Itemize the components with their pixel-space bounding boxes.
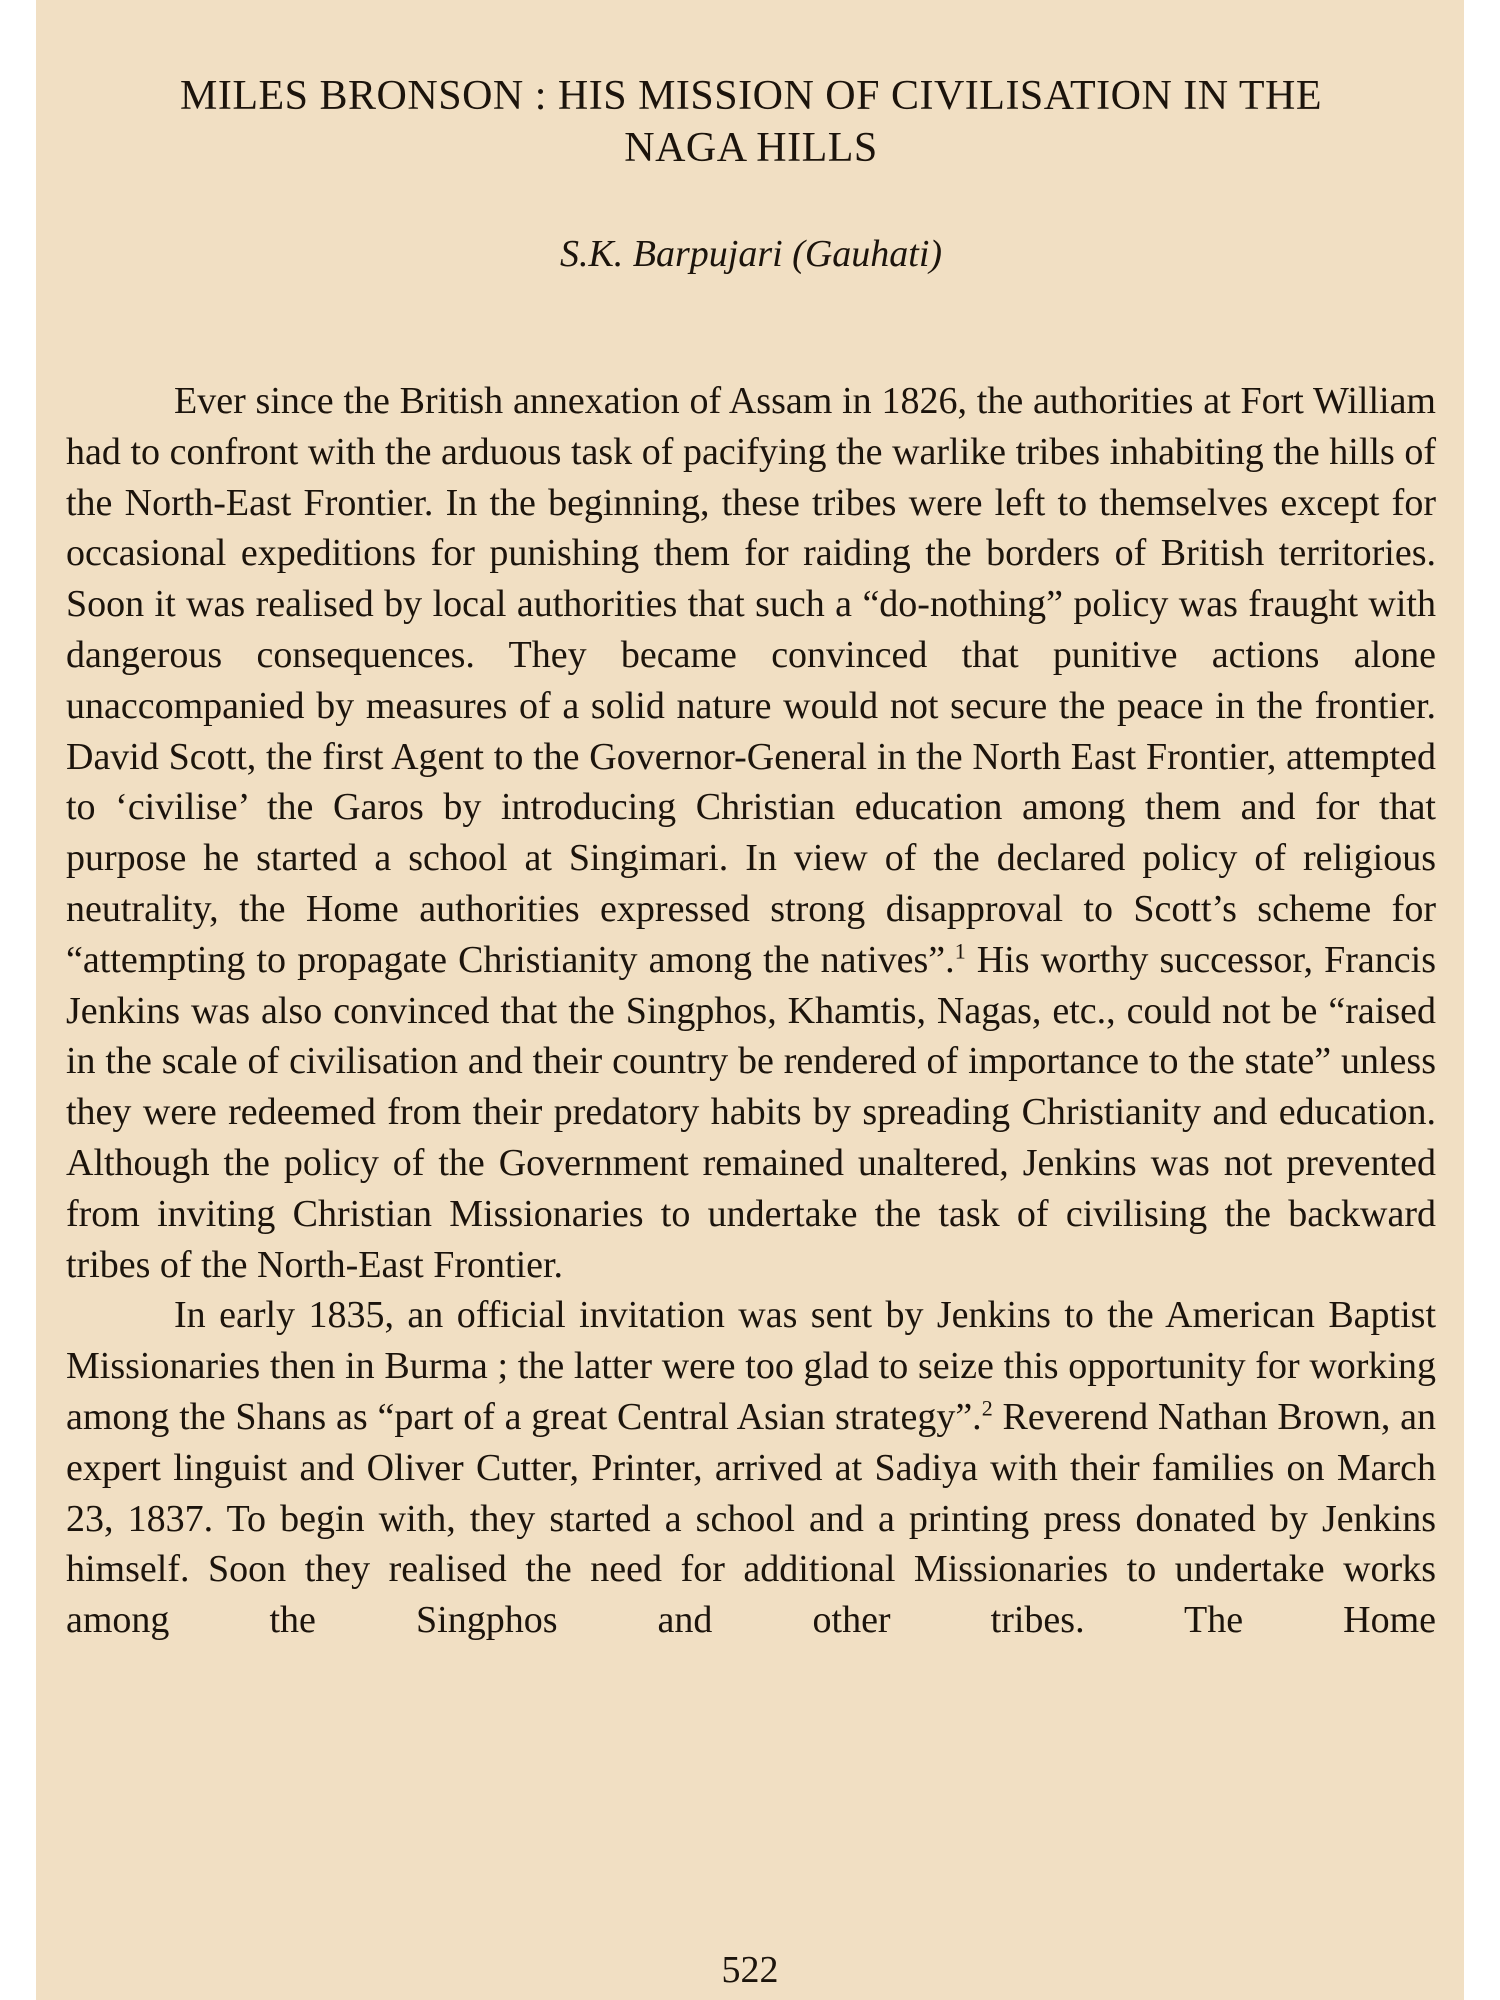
paragraph-1 (66, 376, 1436, 1290)
footnote-ref-2: 2 (981, 1395, 993, 1421)
title-line-2: NAGA HILLS (624, 125, 878, 171)
paragraph-2-text-a: In early 1835, an official invitation was sent by Jenkins to the American Baptist Missionaries then in Burma ; the latter were too glad to seize this opportunity for working among the Shans as “part of a great Central Asian strategy”. (66, 1294, 1436, 1438)
article-body (66, 376, 1436, 1646)
paragraph-2-text-b: Reverend Nathan Brown, an expert linguist and Oliver Cutter, Printer, arrived at Sadiya with their families on March 23, 1837. To begin with, they started a school and a printing press donated by Jenkins himself. Soon they realised the need for additional Missionaries to undertake works among the Singphos and other tribes. The Home (66, 1395, 1436, 1642)
page-number: 522 (721, 1949, 779, 1991)
title-line-1: MILES BRONSON : HIS MISSION OF CIVILISATION IN THE (180, 73, 1322, 119)
paragraph-1-text-a: Ever since the British annexation of Assam in 1826, the authorities at Fort William had to confront with the arduous task of pacifying the warlike tribes inhabiting the hills of the North-East Frontier. In the beginning, these tribes were left to themselves except for occasional expeditions for punishing them for raiding the borders of British territories. Soon it was realised by local authorities that such a “do-nothing” policy was fraught with dangerous consequences. They became convinced that punitive actions alone unaccompanied by measures of a solid nature would not secure the peace in the frontier. David Scott, the first Agent to the Governor-General in the North East Frontier, attempted to ‘civilise’ the Garos by introducing Christian education among them and for that purpose he started a school at Singimari. In view of the declared policy of religious neutrality, the Home authorities expressed strong disapproval to Scott’s scheme for “attempting to propagate Christianity among the natives”. (66, 380, 1436, 981)
paragraph-1-text-b: His worthy successor, Francis Jenkins was also convinced that the Singphos, Khamtis, Nagas, etc., could not be “raised in the scale of civilisation and their country be rendered of importance to the state” unless they were redeemed from their predatory habits by spreading Christianity and education. Although the policy of the Government remained unaltered, Jenkins was not prevented from inviting Christian Missionaries to undertake the task of civilising the backward tribes of the North-East Frontier. (66, 938, 1437, 1286)
journal-page (36, 0, 1464, 2000)
footnote-ref-1: 1 (954, 938, 966, 964)
article-title (66, 70, 1436, 174)
article-author: S.K. Barpujari (Gauhati) (559, 233, 943, 275)
paragraph-2 (66, 1290, 1436, 1646)
